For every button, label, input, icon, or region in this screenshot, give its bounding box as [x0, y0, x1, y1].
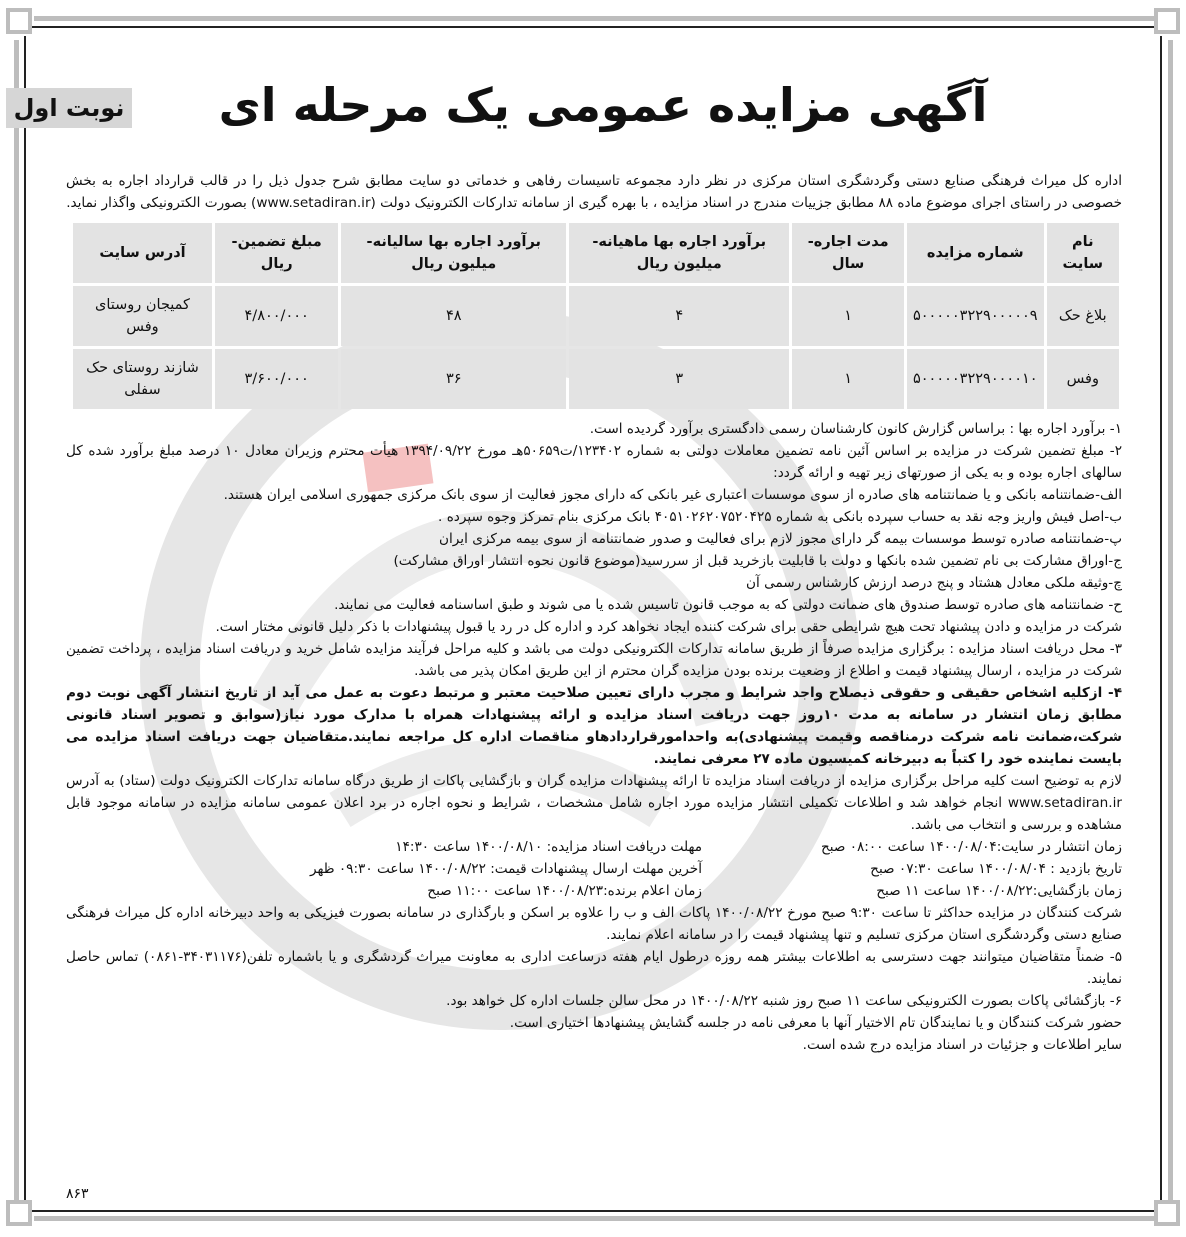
schedule-item: تاریخ بازدید : ۱۴۰۰/۰۸/۰۴ ساعت ۰۷:۳۰ صبح [870, 861, 1122, 877]
frame-left-line [24, 36, 26, 1204]
rejection-note: شرکت در مزایده و دادن پیشنهاد تحت هیچ شرایطی حقی برای شرکت کننده ایجاد نخواهد کرد و اداره کل در رد یا قبول پیشنهادات با ذکر دلیل قانونی مختار است. [215, 619, 1122, 635]
page-number: ۸۶۳ [66, 1186, 89, 1202]
clause-2-che: چ-وثیقه ملکی معادل هشتاد و پنج درصد ارزش کارشناس رسمی آن [746, 575, 1122, 591]
table-cell: ۵۰۰۰۰۰۳۲۲۹۰۰۰۰۰۹ [907, 286, 1044, 346]
submission-note: شرکت کنندگان در مزایده حداکثر تا ساعت ۹:۳۰ صبح مورخ ۱۴۰۰/۰۸/۲۲ پاکات الف و ب را علاوه بر اسکن و بارگذاری در سامانه بصورت فیزیکی به واحد دبیرخانه اداره کل میراث فرهنگی صنایع دستی وگردشگری استان مرکزی تسلیم و تنها پیشنهاد قیمت را در سامانه اعلام نمایند. [66, 905, 1123, 943]
closing-note: سایر اطلاعات و جزئیات در اسناد مزایده درج شده است. [802, 1037, 1122, 1053]
schedule-right [722, 836, 1122, 902]
table-cell: ۵۰۰۰۰۰۳۲۲۹۰۰۰۰۱۰ [907, 349, 1044, 409]
frame-bottom-line [30, 1210, 1154, 1212]
intro-paragraph: اداره کل میراث فرهنگی صنایع دستی وگردشگری استان مرکزی در نظر دارد مجموعه تاسیسات رفاهی و خدماتی دو سایت مطابق شرح جدول ذیل را در قالب قرارداد اجاره به بخش خصوصی در راستای اجرای موضوع ماده ۸۸ مطابق جزییات مندرج در اسناد مزایده ، با بهره گیری از سامانه تدارکات الکترونیک دولت (www.setadiran.ir) بصورت الکترونیکی واگذار نماید. [66, 173, 1122, 211]
issue-badge: نوبت اول [6, 88, 132, 128]
table-header: نام سایت [1047, 223, 1119, 283]
table-header: شماره مزایده [907, 223, 1044, 283]
clause-3: ۳- محل دریافت اسناد مزایده : برگزاری مزایده صرفاً از طریق سامانه تدارکات الکترونیکی دولت می باشد و کلیه مراحل فرآیند مزایده شامل خرید و دریافت اسناد مزایده ، پرداخت تضمین شرکت در مزایده ، ارسال پیشنهاد قیمت و اطلاع از وضعیت برنده بودن مزایده گران محترم از این طریق امکان پذیر می باشد. [66, 641, 1122, 679]
schedule-item: زمان اعلام برنده:۱۴۰۰/۰۸/۲۳ ساعت ۱۱:۰۰ صبح [427, 883, 702, 899]
frame-left-bar [14, 40, 19, 1200]
frame-right-bar [1168, 40, 1173, 1200]
table-cell: ۳ [569, 349, 789, 409]
frame-top-bar [34, 16, 1154, 21]
clause-6: ۶- بازگشائی پاکات بصورت الکترونیکی ساعت ۱۱ صبح روز شنبه ۱۴۰۰/۰۸/۲۲ در محل سالن جلسات اداره کل خواهد بود. [446, 993, 1122, 1009]
clause-1: ۱- برآورد اجاره بها : براساس گزارش کانون کارشناسان رسمی دادگستری برآورد گردیده است. [589, 421, 1122, 437]
attendance-note: حضور شرکت کنندگان و یا نمایندگان تام الاختیار آنها با معرفی نامه در جلسه گشایش پیشنهادها اختیاری است. [509, 1015, 1122, 1031]
sites-table [70, 220, 1122, 412]
table-header: آدرس سایت [73, 223, 212, 283]
table-header: برآورد اجاره بها ماهیانه-میلیون ریال [569, 223, 789, 283]
table-row [73, 286, 1119, 346]
frame-corner-tl [6, 8, 32, 34]
frame-corner-bl [6, 1200, 32, 1226]
frame-bottom-bar [34, 1216, 1154, 1221]
clause-2: ۲- مبلغ تضمین شرکت در مزایده بر اساس آئین نامه تضمین معاملات دولتی به شماره ۱۲۳۴۰۲/ت۵۰۶۵۹هـ مورخ ۱۳۹۴/۰۹/۲۲ هیأت محترم وزیران معادل ۱۰ درصد مبلغ برآورد شده کل سالهای اجاره بوده و به یکی از صورتهای زیر تهیه و ارائه گردد: [66, 443, 1122, 481]
table-header: مدت اجاره- سال [792, 223, 904, 283]
setad-note: لازم به توضیح است کلیه مراحل برگزاری مزایده از دریافت اسناد مزایده تا ارائه پیشنهادات مزایده گران و بازگشایی پاکات از طریق درگاه سامانه تدارکات الکترونیک دولت (ستاد) به آدرس www.setadiran.ir انجام خواهد شد و اطلاعات تکمیلی انتشار مزایده مورد اجاره شامل مشخصات ، شرایط و نحوه اجاره در برد اعلان عمومی سامانه مزایده در سامانه موجود قابل مشاهده و بررسی و انتخاب می باشد. [66, 773, 1122, 833]
table-cell: ۴۸ [341, 286, 566, 346]
table-header: مبلغ تضمین- ریال [215, 223, 338, 283]
schedule-left [66, 836, 702, 902]
clause-2-jim: ج-اوراق مشارکت بی نام تضمین شده بانکها و دولت با قابلیت بازخرید قبل از سررسید(موضوع قانون نحوه انتشار اوراق مشارکت) [393, 553, 1122, 569]
clause-2-pe: پ-ضمانتنامه صادره توسط موسسات بیمه گر دارای مجوز لازم برای فعالیت و صدور ضمانتنامه از سوی بیمه مرکزی ایران [439, 531, 1122, 547]
schedule-item: زمان انتشار در سایت:۱۴۰۰/۰۸/۰۴ ساعت ۰۸:۰۰ صبح [820, 839, 1122, 855]
table-cell: ۱ [792, 286, 904, 346]
clause-2-be: ب-اصل فیش واریز وجه نقد به حساب سپرده بانکی به شماره ۴۰۵۱۰۲۶۲۰۷۵۲۰۴۲۵ بانک مرکزی بنام تمرکز وجوه سپرده . [438, 509, 1122, 525]
clause-2-alef: الف-ضمانتنامه بانکی و یا ضمانتنامه های صادره از سوی موسسات اعتباری غیر بانکی که دارای مجوز فعالیت از سوی بانک مرکزی جمهوری اسلامی ایران هستند. [223, 487, 1122, 503]
frame-right-line [1160, 36, 1162, 1204]
table-cell: ۴ [569, 286, 789, 346]
table-cell: شازند روستای حک سفلی [73, 349, 212, 409]
table-cell: ۳۶ [341, 349, 566, 409]
clause-5: ۵- ضمناً متقاضیان میتوانند جهت دسترسی به اطلاعات بیشتر همه روزه درطول ایام هفته درساعت اداری به معاونت میراث گردشگری و یا باشماره تلفن(۳۴۰۳۱۱۷۶-۰۸۶۱) تماس حاصل نمایند. [66, 949, 1122, 987]
table-header-row [73, 223, 1119, 283]
table-cell: ۴/۸۰۰/۰۰۰ [215, 286, 338, 346]
table-cell: کمیجان روستای وفس [73, 286, 212, 346]
page-title: آگهی مزایده عمومی یک مرحله ای [218, 78, 988, 132]
frame-corner-tr [1154, 8, 1180, 34]
clause-2-he: ح- ضمانتنامه های صادره توسط صندوق های ضمانت دولتی که به موجب قانون تاسیس شده یا می شوند و طبق اساسنامه فعالیت می نمایند. [334, 597, 1122, 613]
frame-corner-br [1154, 1200, 1180, 1226]
schedule-item: مهلت دریافت اسناد مزایده: ۱۴۰۰/۰۸/۱۰ ساعت ۱۴:۳۰ [395, 839, 702, 855]
announcement-body [66, 170, 1122, 1056]
table-cell: ۱ [792, 349, 904, 409]
table-header: برآورد اجاره بها سالیانه- میلیون ریال [341, 223, 566, 283]
table-cell: ۳/۶۰۰/۰۰۰ [215, 349, 338, 409]
schedule-item: زمان بازگشایی:۱۴۰۰/۰۸/۲۲ ساعت ۱۱ صبح [876, 883, 1122, 899]
table-cell: وفس [1047, 349, 1119, 409]
schedule [66, 836, 1122, 902]
schedule-item: آخرین مهلت ارسال پیشنهادات قیمت: ۱۴۰۰/۰۸/۲۲ ساعت ۰۹:۳۰ ظهر [309, 861, 702, 877]
frame-top-line [30, 26, 1154, 28]
table-row [73, 349, 1119, 409]
clause-4: ۴- ازکلیه اشخاص حقیقی و حقوقی ذیصلاح واجد شرایط و مجرب دارای تعیین صلاحیت معتبر و مرتبط دعوت به عمل می آید از تاریخ انتشار آگهی نوبت دوم مطابق زمان انتشار در سامانه به مدت ۱۰روز جهت دریافت اسناد مزایده و ارائه پیشنهادات همراه با مدارک مورد نیاز(سوابق و تصویر اسناد قانونی شرکت،ضمانت نامه شرکت درمناقصه وقیمت پیشنهادی)به واحدامورقراردادهاو مناقصات اداره کل مراجعه نمایند.متقاضیان جهت دریافت اسناد مزایده می بایست نماینده خود را کتباً به دبیرخانه کمیسیون ماده ۲۷ معرفی نمایند. [66, 685, 1122, 767]
table-cell: بلاغ حک [1047, 286, 1119, 346]
